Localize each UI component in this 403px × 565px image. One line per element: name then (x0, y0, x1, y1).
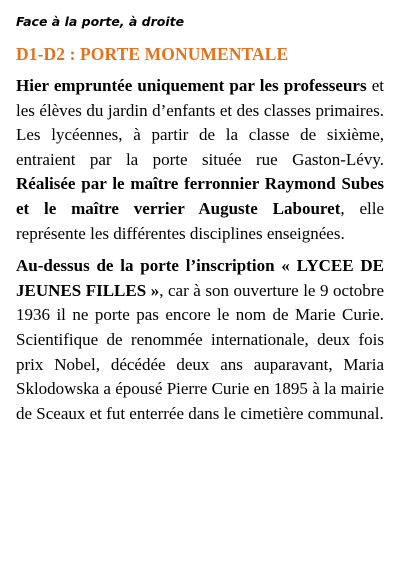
paragraph-door-usage-text-a: et les élèves du jardin d’enfants et des classes primaires. Les lycéennes, à partir de la classe de sixième, entraient par la porte située rue Gaston-Lévy. (16, 76, 384, 169)
paragraph-inscription (16, 254, 384, 426)
paragraph-door-usage-bold-intro: Hier empruntée uniquement par les professeurs (16, 76, 367, 95)
location-caption: Face à la porte, à droite (16, 14, 185, 29)
document-page (16, 14, 384, 426)
paragraph-door-usage (16, 74, 384, 246)
paragraph-door-usage-bold-credit: Réalisée par le maître ferronnier Raymond Subes et le maître verrier Auguste Labouret (16, 174, 384, 218)
section-heading: D1-D2 : PORTE MONUMENTALE (16, 44, 289, 64)
paragraph-door-usage-text-b: , elle représente les différentes disciplines enseignées. (16, 198, 384, 243)
paragraph-inscription-bold-intro: Au-dessus de la porte l’inscription « LYCEE DE JEUNES FILLES » (16, 256, 384, 300)
paragraph-inscription-text: , car à son ouverture le 9 octobre 1936 il ne porte pas encore le nom de Marie Curie. Scientifique de renommée internationale, deux fois prix Nobel, décédée deux ans auparavant, Maria Sklodowska a épousé Pierre Curie en 1895 à la mairie de Sceaux et fut enterrée dans le cimetière communal. (16, 280, 384, 423)
